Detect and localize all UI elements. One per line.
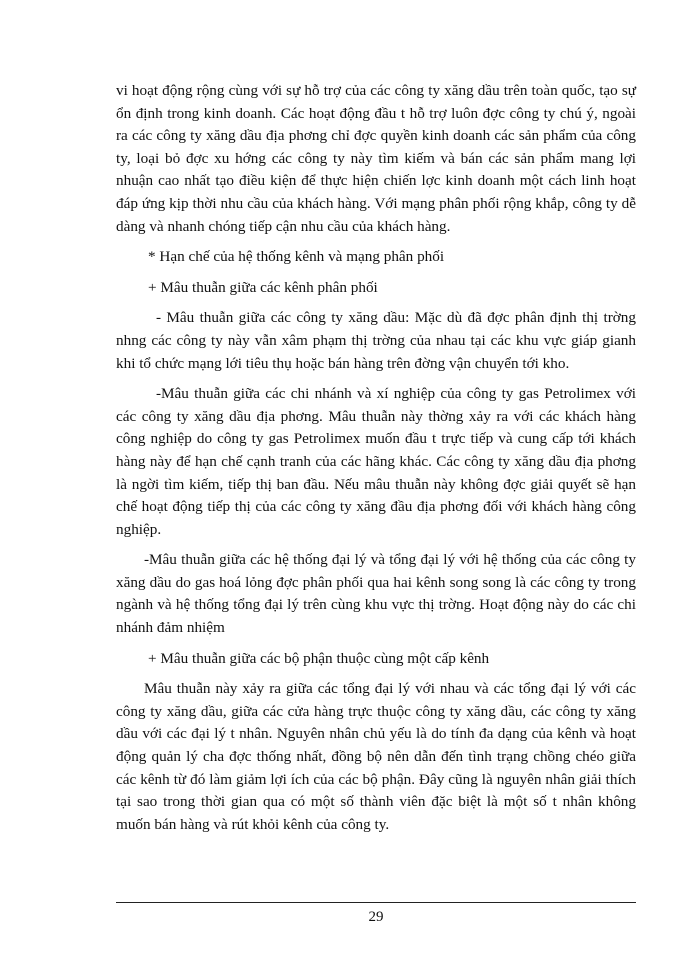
subheading-same-level-conflict: + Mâu thuẫn giữa các bộ phận thuộc cùng một cấp kênh (148, 649, 490, 667)
paragraph-conflict-agents: -Mâu thuẫn giữa các hệ thống đại lý và tổng đại lý với hệ thống của các công ty xăng dầu do gas hoá lỏng đợc phân phối qua hai kênh song song là các công ty trong ngành và hệ thống tổng đại lý trên cùng khu vực thị trờng. Hoạt động này do các chi nhánh đảm nhiệm (116, 551, 636, 637)
paragraph-1: vi hoạt động rộng cùng với sự hỗ trợ của các công ty xăng dầu trên toàn quốc, tạo sự ổn định trong kinh doanh. Các hoạt động đầu t hỗ trợ luôn đợc công ty chú ý, ngoài ra các công ty xăng dầu địa phơng chỉ đợc quyền kinh doanh các sản phẩm của công ty, loại bỏ đợc xu hớng các công ty này tìm kiếm và bán các sản phẩm mang lợi nhuận cao nhất tạo điều kiện để thực hiện chiến lợc kinh doanh một cách linh hoạt đáp ứng kịp thời nhu cầu của khách hàng. Với mạng phân phối rộng khắp, công ty dễ dàng và nhanh chóng tiếp cận nhu cầu của khách hàng. (116, 82, 636, 235)
paragraph-conflict-branches: -Mâu thuẫn giữa các chi nhánh và xí nghiệp của công ty gas Petrolimex với các công ty xăng dầu địa phơng. Mâu thuẫn này thờng xảy ra với các khách hàng công nghiệp do công ty gas Petrolimex muốn đầu t trực tiếp và cung cấp tới khách hàng này để hạn chế cạnh tranh của các hãng khác. Các công ty xăng dầu địa phơng là ngời tìm kiếm, tiếp thị ban đầu. Nếu mâu thuẫn này không đợc giải quyết sẽ hạn chế hoạt động tiếp thị của các công ty xăng đầu địa phơng đối với khách hàng công nghiệp. (116, 385, 636, 538)
paragraph-same-level-conflict: Mâu thuẫn này xảy ra giữa các tổng đại lý với nhau và các tổng đại lý với các công ty xăng dầu, giữa các cửa hàng trực thuộc công ty xăng dầu, các công ty xăng dầu với các đại lý t nhân. Nguyên nhân chủ yếu là do tính đa dạng của kênh và hoạt động quản lý cha đợc thống nhất, đồng bộ nên dẫn đến tình trạng chồng chéo giữa các kênh từ đó làm giảm lợi ích của các bộ phận. Đây cũng là nguyên nhân giải thích tại sao trong thời gian qua có một số thành viên đặc biệt là một số t nhân không muốn bán hàng và rút khỏi kênh của công ty. (116, 680, 636, 833)
body-text (116, 80, 636, 836)
footer-rule (116, 902, 636, 903)
subheading-channel-conflict: + Mâu thuẫn giữa các kênh phân phối (148, 278, 378, 296)
paragraph-conflict-companies: - Mâu thuẫn giữa các công ty xăng dầu: Mặc dù đã đợc phân định thị trờng nhng các công ty này vẫn xâm phạm thị trờng của nhau tại các khu vực giáp gianh khi tổ chức mạng lới tiêu thụ hoặc bán hàng trên đờng vận chuyển tới kho. (116, 309, 636, 372)
page-number: 29 (368, 909, 384, 925)
heading-limitations: * Hạn chế của hệ thống kênh và mạng phân phối (148, 248, 445, 266)
